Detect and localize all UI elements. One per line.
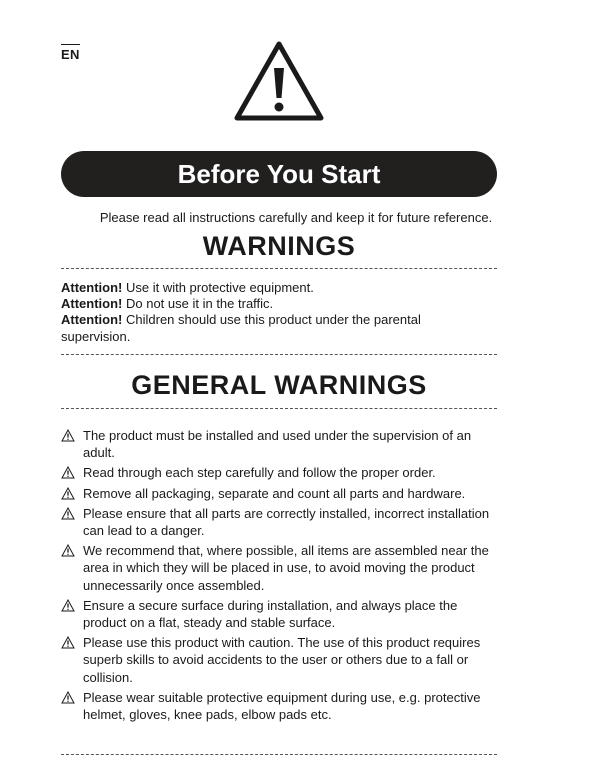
list-item: [61, 597, 497, 631]
attention-text: Children should use this product under the parental supervision.: [61, 312, 421, 344]
list-item-text: The product must be installed and used under the supervision of an adult.: [83, 428, 472, 461]
list-item: [61, 634, 497, 686]
list-item-text: Please use this product with caution. The use of this product requires superb skills to avoid accidents to the user or others due to a fall or collision.: [83, 635, 481, 685]
attention-item: [61, 296, 491, 312]
warning-triangle-icon: [233, 40, 325, 122]
list-item-text: Please wear suitable protective equipment during use, e.g. protective helmet, gloves, knee pads, elbow pads etc.: [83, 689, 481, 723]
warning-icon: [61, 487, 75, 500]
attention-list: [61, 280, 491, 345]
list-item-text: We recommend that, where possible, all items are assembled near the area in which they will be placed in use, to avoid moving the product unnecessarily once assembled.: [83, 543, 489, 593]
warning-icon: [61, 544, 75, 557]
list-item-text: Remove all packaging, separate and count all parts and hardware.: [83, 485, 466, 501]
warning-icon: [61, 507, 75, 520]
general-warnings-list: [61, 427, 497, 726]
list-item: [61, 542, 497, 594]
divider: [61, 754, 497, 755]
general-warnings-heading: GENERAL WARNINGS: [131, 370, 427, 400]
attention-item: [61, 280, 491, 296]
list-item-text: Read through each step carefully and follow the proper order.: [83, 465, 436, 481]
attention-text: Do not use it in the traffic.: [122, 296, 274, 312]
warning-icon: [61, 691, 75, 704]
language-code: EN: [61, 44, 80, 62]
intro-text: Please read all instructions carefully and keep it for future reference.: [99, 210, 493, 225]
attention-label: Attention!: [61, 312, 123, 328]
divider: [61, 354, 497, 355]
list-item: [61, 505, 497, 539]
list-item-text: Ensure a secure surface during installation, and always place the product on a flat, steady and stable surface.: [83, 597, 458, 631]
before-you-start-banner: Before You Start: [61, 151, 497, 197]
divider: [61, 408, 497, 409]
list-item: [61, 427, 497, 461]
attention-label: Attention!: [61, 280, 123, 295]
list-item: [61, 689, 497, 723]
list-item-text: Please ensure that all parts are correctly installed, incorrect installation can lead to a danger.: [83, 505, 490, 539]
attention-text: Use it with protective equipment.: [122, 280, 314, 295]
warning-icon: [61, 466, 75, 479]
attention-label: Attention!: [61, 296, 123, 312]
attention-item: [61, 312, 491, 344]
warning-icon: [61, 599, 75, 612]
warnings-heading: WARNINGS: [202, 231, 356, 261]
list-item: [61, 485, 497, 502]
divider: [61, 268, 497, 269]
warning-icon: [61, 429, 75, 442]
warning-icon: [61, 636, 75, 649]
list-item: [61, 464, 497, 481]
